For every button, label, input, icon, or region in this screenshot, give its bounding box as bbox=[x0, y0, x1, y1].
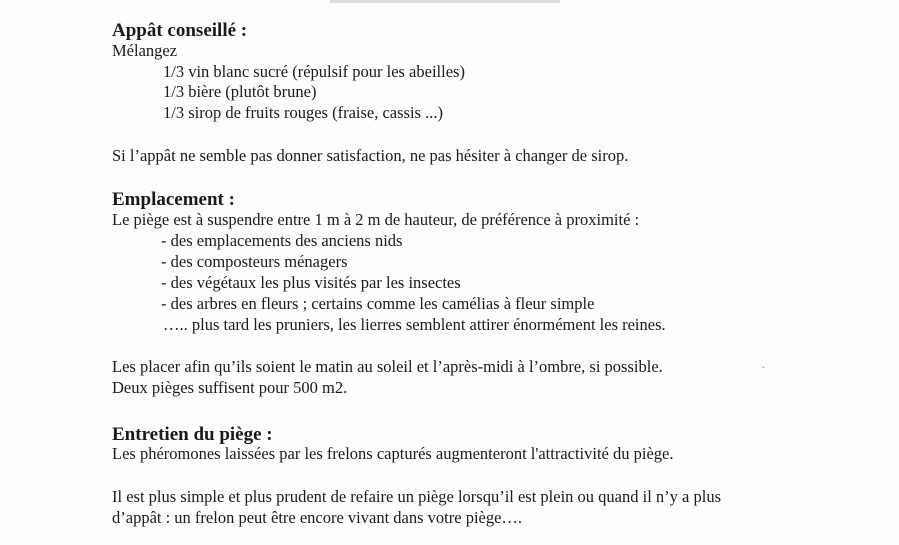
heading-emplacement: Emplacement : bbox=[112, 189, 235, 210]
appat-item-1: 1/3 vin blanc sucré (répulsif pour les abeilles) bbox=[163, 62, 465, 81]
appat-item-3: 1/3 sirop de fruits rouges (fraise, cassis ...) bbox=[163, 103, 443, 122]
scan-speck: ˇ bbox=[762, 365, 765, 375]
heading-appat: Appât conseillé : bbox=[112, 20, 248, 41]
entretien-para-2-line-1: Il est plus simple et plus prudent de refaire un piège lorsqu’il est plein ou quand il n’y a plus bbox=[112, 487, 721, 506]
emplacement-note-1: Les placer afin qu’ils soient le matin au soleil et l’après-midi à l’ombre, si possible. bbox=[112, 357, 663, 376]
appat-item-2: 1/3 bière (plutôt brune) bbox=[163, 82, 317, 101]
emplacement-item-5: ….. plus tard les pruniers, les lierres semblent attirer énormément les reines. bbox=[163, 315, 666, 334]
emplacement-intro: Le piège est à suspendre entre 1 m à 2 m de hauteur, de préférence à proximité : bbox=[112, 210, 640, 229]
emplacement-note-2: Deux pièges suffisent pour 500 m2. bbox=[112, 378, 348, 397]
emplacement-item-2: - des composteurs ménagers bbox=[161, 252, 348, 271]
appat-intro: Mélangez bbox=[112, 41, 178, 60]
emplacement-item-3: - des végétaux les plus visités par les insectes bbox=[161, 273, 461, 292]
emplacement-item-4: - des arbres en fleurs ; certains comme les camélias à fleur simple bbox=[161, 294, 595, 313]
heading-entretien: Entretien du piège : bbox=[112, 424, 273, 445]
entretien-para-1: Les phéromones laissées par les frelons capturés augmenteront l'attractivité du piège. bbox=[112, 444, 674, 463]
emplacement-item-1: - des emplacements des anciens nids bbox=[161, 231, 403, 250]
appat-note: Si l’appât ne semble pas donner satisfaction, ne pas hésiter à changer de sirop. bbox=[112, 146, 629, 165]
entretien-para-2-line-2: d’appât : un frelon peut être encore vivant dans votre piège…. bbox=[112, 508, 523, 527]
scan-artifact bbox=[330, 0, 560, 3]
